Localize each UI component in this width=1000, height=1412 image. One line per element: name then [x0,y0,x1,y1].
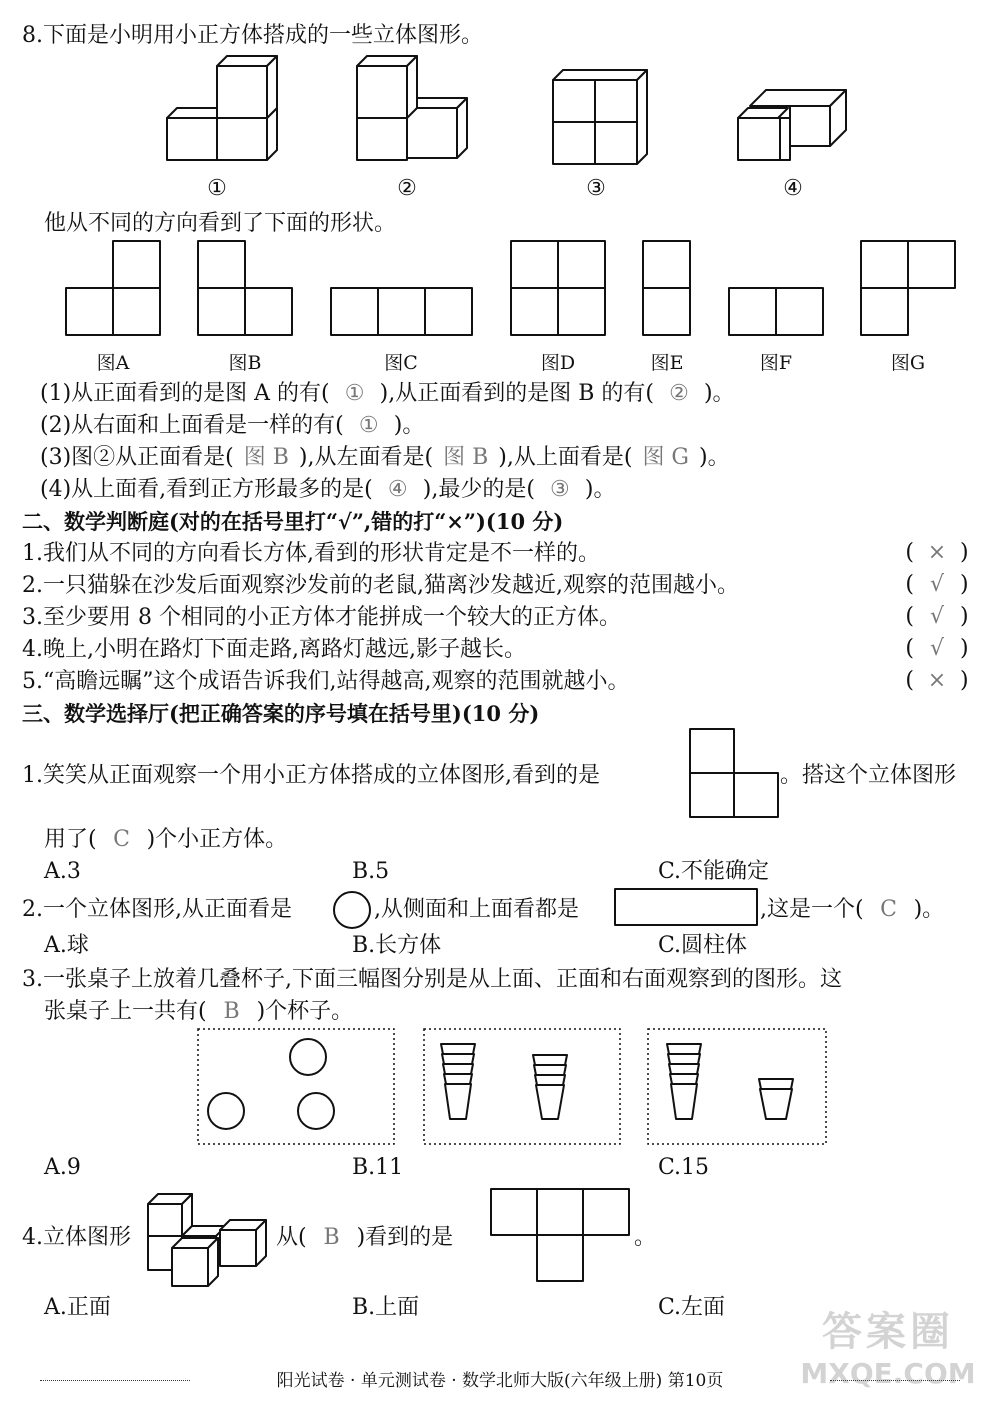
choice-q1-line1b: 。搭这个立体图形 [780,763,957,788]
judge-answer-1: ( × ) [905,540,969,565]
choice-q1-option-b: B.5 [352,859,390,884]
choice-q3-line1: 3.一张桌子上放着几叠杯子,下面三幅图分别是从上面、正面和右面观察到的图形。这 [22,967,842,992]
answer: 图 B [243,445,289,470]
q8-intro: 他从不同的方向看到了下面的形状。 [44,211,397,236]
q2-circle-figure [330,888,374,932]
q3-right-view [648,1029,826,1144]
judge-answer-4: ( √ ) [905,636,969,661]
view-label-c: 图C [384,352,418,374]
figure-number-4: ④ [783,176,803,201]
q3-cup-views [190,1024,840,1148]
choice-q4-a: 4.立体图形 [22,1225,131,1250]
answer: 图 G [642,445,690,470]
view-a [66,241,160,335]
answer: C [880,897,897,922]
figure-3 [553,70,647,164]
view-b [198,241,292,335]
section3-heading: 三、数学选择厅(把正确答案的序号填在括号里)(10 分) [22,701,540,726]
view-c [331,288,472,335]
judge-item-1: 1.我们从不同的方向看长方体,看到的形状肯定是不一样的。 [22,541,600,566]
answer: ① [344,381,365,406]
q8-sub2: (2)从右面和上面看是一样的有( ① )。 [40,413,425,438]
q4-view-figure [488,1186,634,1286]
choice-q4-d: 。 [634,1225,657,1250]
choice-q2-c: ,这是一个( C )。 [760,897,945,922]
choice-q4-option-c: C.左面 [658,1295,726,1320]
figure-number-2: ② [397,176,417,201]
answer: C [113,827,131,852]
section2-heading: 二、数学判断庭(对的在括号里打“√”,错的打“×”)(10 分) [22,509,564,534]
view-g [861,241,955,335]
figure-4 [738,90,846,160]
q8-title: 8.下面是小明用小正方体搭成的一些立体图形。 [22,23,483,48]
choice-q2-a: 2.一个立体图形,从正面看是 [22,897,292,922]
choice-q2-option-b: B.长方体 [352,933,442,958]
q3-front-view [424,1029,620,1144]
figure-number-1: ① [207,176,227,201]
view-e [643,241,690,335]
choice-q3-option-c: C.15 [658,1155,710,1180]
judge-answer-5: ( × ) [905,668,969,693]
judge-answer-2: ( √ ) [905,572,969,597]
choice-q4-b: 从( B )看到的是 [276,1225,454,1250]
view-label-g: 图G [890,352,926,374]
q8-sub1: (1)从正面看到的是图 A 的有( ① ),从正面看到的是图 B 的有( ② )。 [40,381,735,406]
judge-item-2: 2.一只猫躲在沙发后面观察沙发前的老鼠,猫离沙发越近,观察的范围越小。 [22,573,739,598]
choice-q2-option-a: A.球 [44,933,89,958]
view-label-f: 图F [759,352,793,374]
choice-q1-line1a: 1.笑笑从正面观察一个用小正方体搭成的立体图形,看到的是 [22,763,600,788]
choice-q3-line2: 张桌子上一共有( B )个杯子。 [44,999,354,1024]
choice-q3-option-a: A.9 [44,1155,81,1180]
q4-solid-figure [140,1186,276,1292]
view-diagrams [0,236,1000,341]
judge-item-4: 4.晚上,小明在路灯下面走路,离路灯越远,影子越长。 [22,637,526,662]
choice-q4-option-b: B.上面 [352,1295,420,1320]
answer: B [223,999,240,1024]
q8-sub3: (3)图②从正面看是( 图 B ),从左面看是( 图 B ),从上面看是( 图 G )。 [40,445,730,470]
view-f [729,288,823,335]
figure-2 [357,56,467,160]
choice-q2-option-c: C.圆柱体 [658,933,748,958]
choice-q4-option-a: A.正面 [44,1295,111,1320]
q1-front-view-figure [688,726,780,820]
answer: ③ [550,477,570,502]
answer: ④ [387,477,408,502]
choice-q3-option-b: B.11 [352,1155,404,1180]
figure-1 [167,56,277,160]
answer: 图 B [443,445,489,470]
judge-item-3: 3.至少要用 8 个相同的小正方体才能拼成一个较大的正方体。 [22,605,621,630]
view-label-d: 图D [540,352,576,374]
answer: ② [669,381,689,406]
choice-q1-line2: 用了( C )个小正方体。 [44,827,288,852]
q3-top-view [198,1029,394,1144]
answer: ① [358,413,379,438]
choice-q2-b: ,从侧面和上面看都是 [374,897,579,922]
choice-q1-option-a: A.3 [44,859,81,884]
judge-answer-3: ( √ ) [905,604,969,629]
q8-sub4: (4)从上面看,看到正方形最多的是( ④ ),最少的是( ③ )。 [40,477,616,502]
figure-number-3: ③ [586,176,606,201]
view-label-b: 图B [228,352,262,374]
choice-q1-option-c: C.不能确定 [658,859,770,884]
view-label-a: 图A [96,352,130,374]
view-d [511,241,605,335]
q2-rectangle-figure [612,886,762,930]
footer-text: 阳光试卷 · 单元测试卷 · 数学北师大版(六年级上册) 第10页 [276,1371,724,1391]
judge-item-5: 5.“高瞻远瞩”这个成语告诉我们,站得越高,观察的范围就越小。 [22,669,630,694]
answer: B [323,1225,340,1250]
view-label-e: 图E [650,352,684,374]
watermark-logo: 答案圈 MXQE.COM [800,1308,976,1390]
cube-figures [150,50,870,180]
